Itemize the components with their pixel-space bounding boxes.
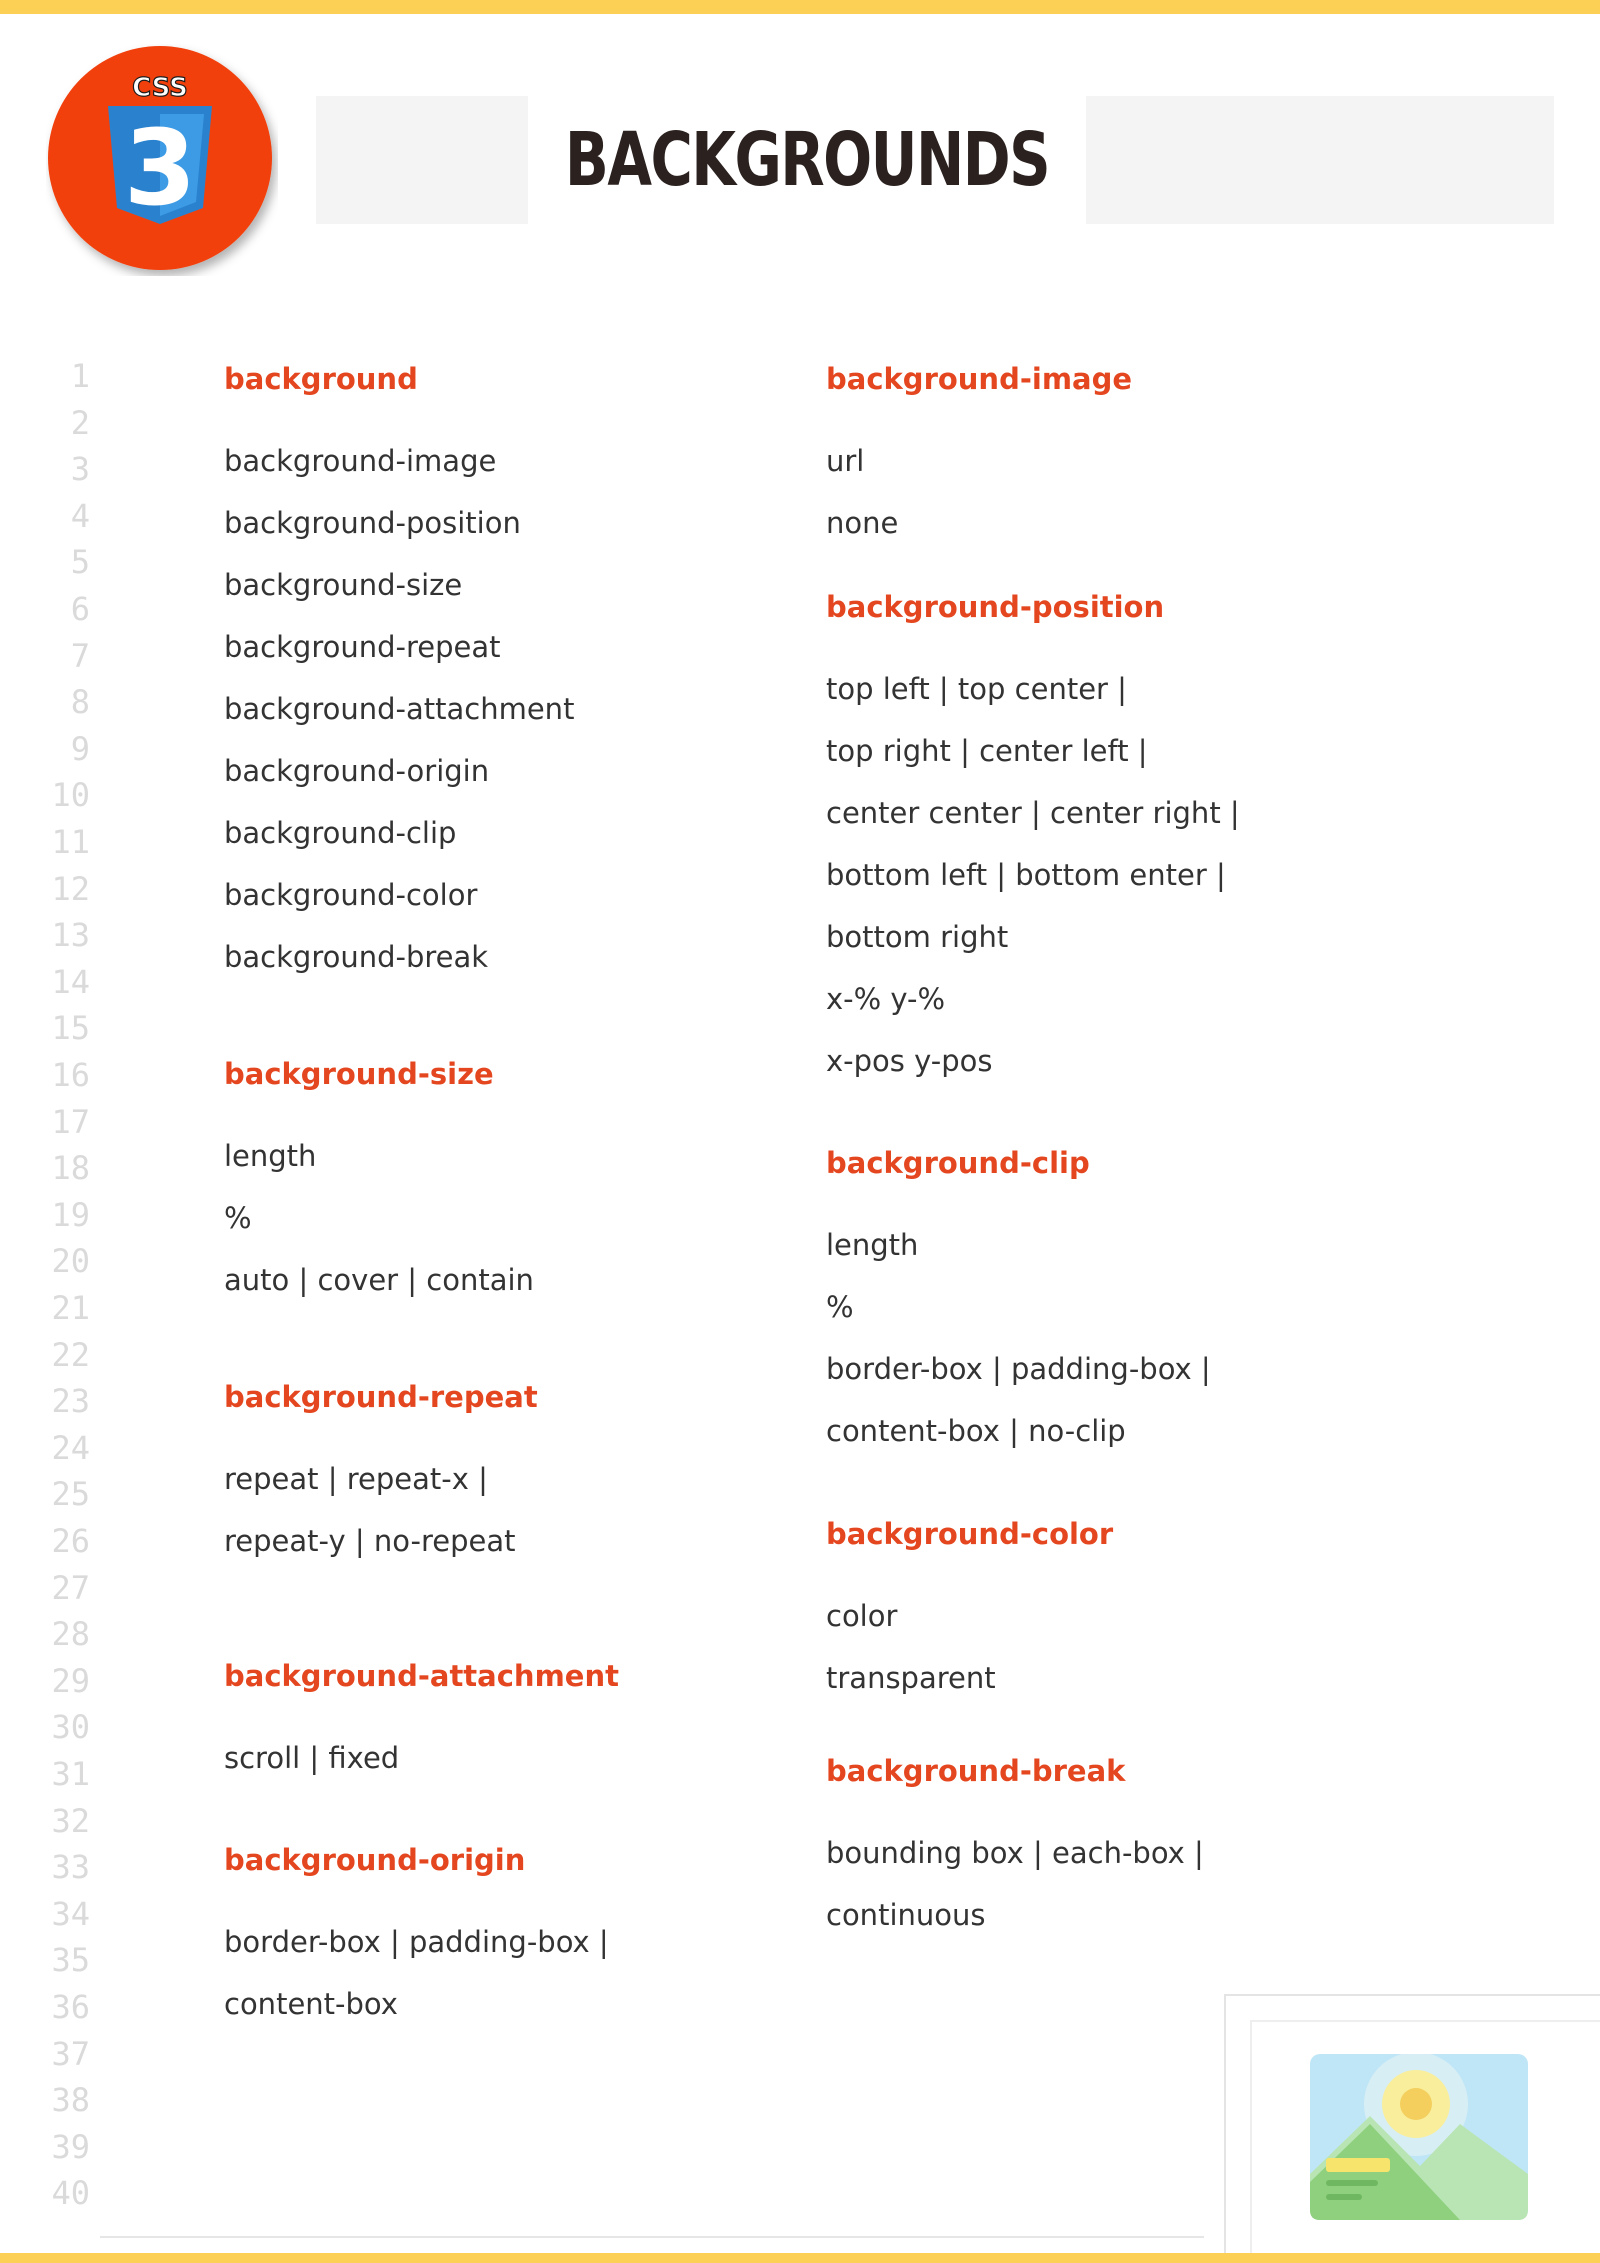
line-number: 13: [51, 916, 90, 955]
line-number: 26: [51, 1522, 90, 1560]
line-number: 32: [51, 1801, 90, 1840]
property-item: none: [826, 506, 899, 540]
property-item: content-box: [224, 1987, 398, 2021]
property-item: repeat-y | no-repeat: [224, 1524, 516, 1558]
section-heading: background-break: [826, 1754, 1126, 1788]
line-number: 38: [51, 2081, 90, 2120]
bottom-divider: [100, 2236, 1204, 2238]
line-number: 20: [51, 1242, 90, 1281]
line-number: 34: [51, 1894, 90, 1933]
property-item: url: [826, 444, 865, 478]
property-item: x-% y-%: [826, 982, 946, 1016]
section-heading: background-attachment: [224, 1659, 619, 1693]
line-number: 40: [51, 2174, 90, 2213]
line-number: 29: [51, 1661, 90, 1700]
property-item: background-origin: [224, 754, 490, 788]
svg-text:3: 3: [123, 107, 197, 229]
property-item: bottom right: [826, 920, 1009, 954]
line-number: 14: [51, 962, 90, 1001]
page-title: BACKGROUNDS: [564, 117, 1050, 203]
property-item: bounding box | each-box |: [826, 1836, 1204, 1870]
property-item: background-repeat: [224, 630, 501, 664]
property-item: background-size: [224, 568, 463, 602]
property-item: length: [224, 1139, 317, 1173]
property-item: background-clip: [224, 816, 457, 850]
section-heading: background: [224, 362, 418, 396]
line-number: 10: [51, 776, 90, 815]
section-heading: background-clip: [826, 1146, 1090, 1180]
line-number: 23: [51, 1382, 90, 1421]
property-item: top right | center left |: [826, 734, 1148, 768]
property-item: top left | top center |: [826, 672, 1127, 706]
line-number: 39: [51, 2127, 90, 2166]
line-number: 4: [70, 496, 90, 535]
line-number: 16: [51, 1056, 90, 1094]
line-number: 5: [70, 543, 90, 582]
top-accent-bar: [0, 0, 1600, 14]
section-heading: background-size: [224, 1057, 494, 1091]
line-number: 24: [51, 1428, 90, 1467]
line-number: 37: [51, 2034, 90, 2073]
line-number: 8: [70, 683, 90, 722]
line-number: 25: [51, 1475, 90, 1514]
property-item: length: [826, 1228, 919, 1262]
property-item: background-position: [224, 506, 521, 540]
section-heading: background-repeat: [224, 1380, 538, 1414]
line-number: 36: [51, 1988, 90, 2026]
property-item: background-image: [224, 444, 497, 478]
property-item: continuous: [826, 1898, 986, 1932]
property-item: border-box | padding-box |: [826, 1352, 1211, 1386]
section-heading: background-image: [826, 362, 1133, 396]
section-heading: background-color: [826, 1517, 1114, 1551]
line-number: 15: [51, 1009, 90, 1048]
section-heading: background-origin: [224, 1843, 526, 1877]
title-panel-left: [316, 96, 528, 224]
line-number: 22: [51, 1335, 90, 1374]
line-number: 35: [51, 1941, 90, 1980]
line-number: 19: [51, 1195, 90, 1234]
landscape-image-icon: [1310, 2054, 1528, 2220]
line-number: 9: [70, 729, 90, 768]
property-item: content-box | no-clip: [826, 1414, 1126, 1448]
property-item: auto | cover | contain: [224, 1263, 534, 1297]
property-item: %: [826, 1290, 854, 1324]
line-number: 33: [51, 1848, 90, 1887]
property-item: x-pos y-pos: [826, 1044, 993, 1078]
bottom-accent-bar: [0, 2253, 1600, 2263]
property-item: center center | center right |: [826, 796, 1240, 830]
line-number: 3: [70, 450, 90, 489]
property-item: bottom left | bottom enter |: [826, 858, 1226, 892]
svg-text:CSS: CSS: [132, 73, 188, 103]
property-item: repeat | repeat-x |: [224, 1462, 488, 1496]
line-number: 2: [70, 403, 90, 442]
line-number: 12: [51, 869, 90, 908]
line-number: 7: [70, 636, 90, 675]
line-number: 17: [51, 1102, 90, 1141]
property-item: background-color: [224, 878, 478, 912]
line-number: 27: [51, 1568, 90, 1607]
property-item: border-box | padding-box |: [224, 1925, 609, 1959]
property-item: scroll | fixed: [224, 1741, 400, 1775]
line-number: 28: [51, 1615, 90, 1654]
line-number: 30: [51, 1708, 90, 1747]
title-panel-right: [1086, 96, 1554, 224]
line-number: 6: [70, 590, 90, 628]
css3-logo: [46, 44, 278, 276]
line-number: 21: [51, 1289, 90, 1327]
line-number: 11: [51, 823, 90, 861]
line-number: 18: [51, 1149, 90, 1188]
property-item: color: [826, 1599, 898, 1633]
property-item: transparent: [826, 1661, 996, 1695]
property-item: %: [224, 1201, 252, 1235]
line-number: 31: [51, 1755, 90, 1793]
property-item: background-break: [224, 940, 489, 974]
line-number: 1: [70, 357, 90, 395]
section-heading: background-position: [826, 590, 1165, 624]
property-item: background-attachment: [224, 692, 575, 726]
